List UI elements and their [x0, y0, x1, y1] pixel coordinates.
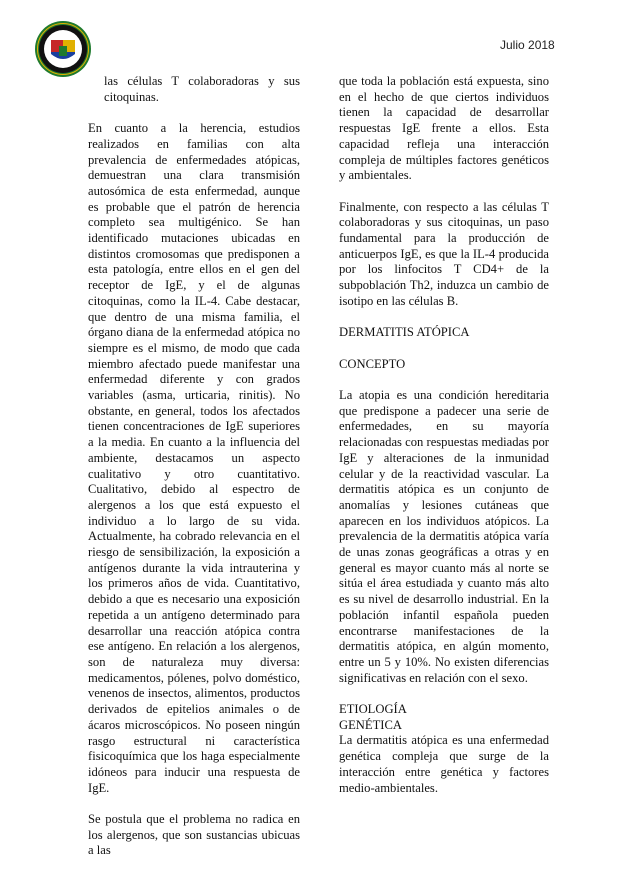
- paragraph-genetics: La dermatitis atópica es una enfermedad genética compleja que surge de la interacción entre genética y factores medio-ambientales.: [339, 733, 549, 795]
- paragraph-population: que toda la población está expuesta, sino en el hecho de que ciertos individuos tienen la capacidad de desarrollar respuestas IgE frente a ellos. Esta capacidad refleja una interacción compleja de múltiples factores genéticos y ambientales.: [339, 74, 549, 183]
- right-column: [339, 74, 549, 812]
- paragraph-concept: La atopia es una condición hereditaria que predispone a padecer una serie de enfermedades, en su mayoría relacionadas con respuestas mediadas por IgE y alteraciones de la inmunidad celular y de la reactividad vascular. La dermatitis atópica es un conjunto de anomalías y lesiones cutáneas que aparecen en los individuos atópicos. La prevalencia de la dermatitis atópica varía de unas zonas geográficas a otras y en general es mayor cuanto más al norte se sitúa el área estudiada y cuanto más alto es su nivel de desarrollo industrial. En la población infantil española pueden encontrarse manifestaciones de la dermatitis atópica, en algún momento, entre un 5 y 10%. No existen diferencias significativas en relación con el sexo.: [339, 388, 549, 685]
- heading-genetica: GENÉTICA: [339, 717, 402, 732]
- paragraph-continuation: las células T colaboradoras y sus citoquinas.: [104, 74, 300, 104]
- institution-seal-logo: [34, 20, 92, 78]
- paragraph-allergens: Se postula que el problema no radica en los alergenos, que son sustancias ubicuas a las: [88, 812, 300, 858]
- heading-etiologia: ETIOLOGÍA: [339, 702, 407, 717]
- paragraph-t-cells: Finalmente, con respecto a las células T colaboradoras y sus citoquinas, un paso fundamental para la producción de anticuerpos IgE, es que la IL-4 producida por los linfocitos T CD4+ de la subpoblación Th2, induzca un cambio de isotipo en las células B.: [339, 199, 549, 308]
- paragraph-heredity: En cuanto a la herencia, estudios realizados en familias con alta prevalencia de enfermedades atópicas, demuestran una clara transmisión autosómica de esta enfermedad, aunque es probable que el patrón de herencia completo sea multigénico. Se han identificado mutaciones ubicadas en distintos cromosomas que predisponen a esta patología, entre ellos en el gen del receptor de IgE, y el de algunas citoquinas, como la IL-4. Cabe destacar, que dentro de una misma familia, el órgano diana de la enfermedad atópica no siempre es el mismo, de modo que cada miembro afectado puede manifestar una enfermedad diferente y con grados variables (asma, urticaria, rinitis). No obstante, en general, todos los afectados tienen concentraciones de IgE superiores a la media. En cuanto a la influencia del ambiente, destacamos un aspecto cualitativo y otro cuantitativo. Cualitativo, debido al espectro de alergenos a los que está expuesto el individuo a lo largo de su vida. Actualmente, ha cobrado relevancia en el riesgo de sensibilización, la exposición a antígenos durante la vida intrauterina y los primeros años de vida. Cuantitativo, debido a que es necesario una exposición repetida a un antígeno determinado para desarrollar una reacción atópica contra ese antígeno. En relación a los alergenos, son de naturaleza muy diversa: medicamentos, pólenes, polvo doméstico, venenos de insectos, alimentos, productos derivados de epitelios animales o de ácaros microscópicos. No poseen ningún rasgo estructural ni característica fisicoquímica que los haga especialmente idóneos para inducir una respuesta de IgE.: [88, 121, 300, 795]
- heading-dermatitis: DERMATITIS ATÓPICA: [339, 325, 470, 340]
- header-date: Julio 2018: [500, 38, 555, 52]
- heading-concepto: CONCEPTO: [339, 356, 406, 371]
- left-column: [88, 74, 300, 875]
